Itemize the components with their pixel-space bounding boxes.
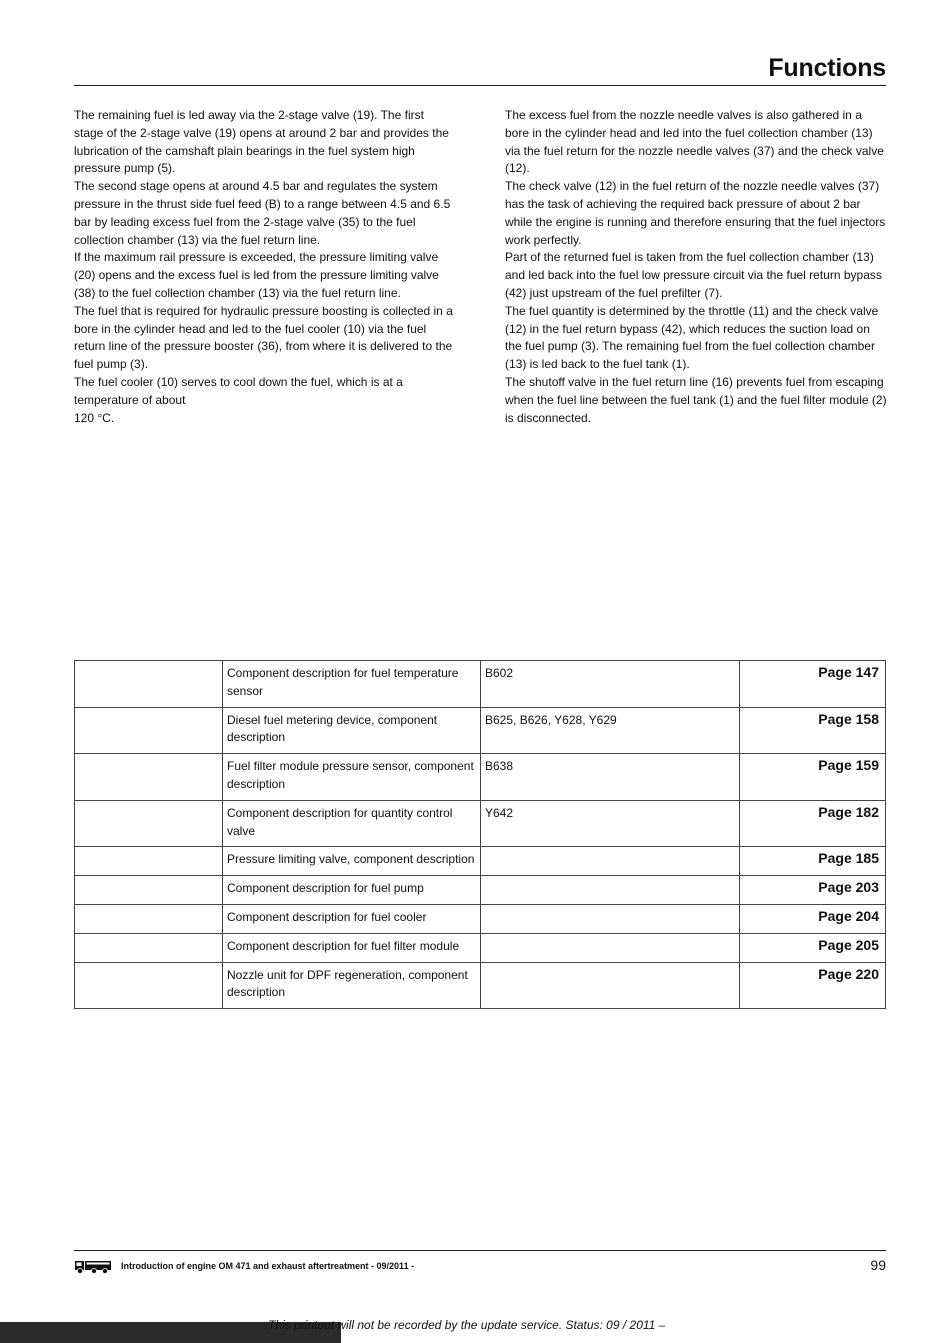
page-title: Functions — [768, 54, 886, 82]
reference-codes — [481, 876, 740, 905]
reference-codes: B625, B626, Y628, Y629 — [481, 707, 740, 754]
page-reference-link[interactable]: Page 159 — [740, 754, 886, 801]
update-service-note: This printout will not be recorded by the update service. Status: 09 / 2011 – — [268, 1318, 666, 1332]
empty-cell — [75, 800, 223, 847]
reference-description: Component description for fuel filter module — [223, 933, 481, 962]
table-row — [75, 847, 886, 876]
paragraph: Part of the returned fuel is taken from the fuel collection chamber (13) and led back into the fuel low pressure circuit via the fuel return bypass (42) just upstream of the fuel prefilter (7). — [505, 250, 882, 300]
page-reference-link[interactable]: Page 147 — [740, 661, 886, 708]
empty-cell — [75, 754, 223, 801]
reference-table — [74, 660, 886, 1009]
reference-codes — [481, 933, 740, 962]
empty-cell — [75, 933, 223, 962]
page-number: 99 — [870, 1257, 886, 1273]
reference-codes: Y642 — [481, 800, 740, 847]
page-reference-link[interactable]: Page 185 — [740, 847, 886, 876]
table-row — [75, 962, 886, 1009]
footer-divider — [74, 1250, 886, 1251]
table-row — [75, 800, 886, 847]
footer-text: Introduction of engine OM 471 and exhaust aftertreatment - 09/2011 - — [121, 1261, 415, 1271]
table-row — [75, 707, 886, 754]
paragraph: The fuel cooler (10) serves to cool down the fuel, which is at a temperature of about — [74, 374, 403, 407]
empty-cell — [75, 962, 223, 1009]
reference-codes — [481, 847, 740, 876]
page-reference-link[interactable]: Page 220 — [740, 962, 886, 1009]
table-row — [75, 933, 886, 962]
reference-codes: B602 — [481, 661, 740, 708]
empty-cell — [75, 661, 223, 708]
reference-codes — [481, 962, 740, 1009]
reference-description: Component description for quantity control valve — [223, 800, 481, 847]
paragraph: The check valve (12) in the fuel return of the nozzle needle valves (37) has the task of achieving the required back pressure of about 2 bar while the engine is running and therefore ensuring that the fuel injectors work perfectly. — [505, 179, 886, 247]
reference-description: Pressure limiting valve, component description — [223, 847, 481, 876]
paragraph: The excess fuel from the nozzle needle valves is also gathered in a bore in the cylinder head and led into the fuel collection chamber (13) via the fuel return for the nozzle needle valves (37) and the check valve (12). — [505, 108, 884, 176]
empty-cell — [75, 847, 223, 876]
paragraph: If the maximum rail pressure is exceeded, the pressure limiting valve (20) opens and the excess fuel is led from the pressure limiting valve (38) to the fuel collection chamber (13) via the fuel return line. — [74, 250, 439, 300]
left-text-column — [74, 107, 456, 427]
paragraph: The fuel quantity is determined by the throttle (11) and the check valve (12) in the fuel return bypass (42), which reduces the suction load on the fuel pump (3). The remaining fuel from the fuel collection chamber (13) is led back to the fuel tank (1). — [505, 303, 879, 372]
page-reference-link[interactable]: Page 203 — [740, 876, 886, 905]
reference-description: Component description for fuel cooler — [223, 904, 481, 933]
page-reference-link[interactable]: Page 182 — [740, 800, 886, 847]
reference-description: Nozzle unit for DPF regeneration, component description — [223, 962, 481, 1009]
reference-description: Component description for fuel pump — [223, 876, 481, 905]
table-row — [75, 661, 886, 708]
paragraph: The second stage opens at around 4.5 bar and regulates the system pressure in the thrust side fuel feed (B) to a range between 4.5 and 6.5 bar by leading excess fuel from the 2-stage valve (35) to the fuel collection chamber (13) via the fuel return line. — [74, 179, 451, 247]
reference-description: Diesel fuel metering device, component description — [223, 707, 481, 754]
table-row — [75, 754, 886, 801]
paragraph: The remaining fuel is led away via the 2-stage valve (19). The first stage of the 2-stage valve (19) opens at around 2 bar and provides the lubrication of the camshaft plain bearings in the fuel system high pressure pump (5). — [74, 108, 449, 176]
table-row — [75, 876, 886, 905]
empty-cell — [75, 707, 223, 754]
reference-codes — [481, 904, 740, 933]
truck-icon — [74, 1257, 112, 1275]
right-text-column — [505, 107, 887, 427]
reference-description: Fuel filter module pressure sensor, component description — [223, 754, 481, 801]
paragraph: The shutoff valve in the fuel return line (16) prevents fuel from escaping when the fuel line between the fuel tank (1) and the fuel filter module (2) is disconnected. — [505, 374, 887, 425]
page-reference-link[interactable]: Page 158 — [740, 707, 886, 754]
empty-cell — [75, 876, 223, 905]
empty-cell — [75, 904, 223, 933]
page-reference-link[interactable]: Page 204 — [740, 904, 886, 933]
table-row — [75, 904, 886, 933]
reference-description: Component description for fuel temperature sensor — [223, 661, 481, 708]
paragraph: The fuel that is required for hydraulic pressure boosting is collected in a bore in the cylinder head and led to the fuel cooler (10) via the fuel return line of the pressure booster (36), from where it is delivered to the fuel pump (3). — [74, 303, 453, 372]
reference-codes: B638 — [481, 754, 740, 801]
page-reference-link[interactable]: Page 205 — [740, 933, 886, 962]
header-divider — [74, 85, 886, 86]
paragraph: 120 °C. — [74, 410, 115, 425]
